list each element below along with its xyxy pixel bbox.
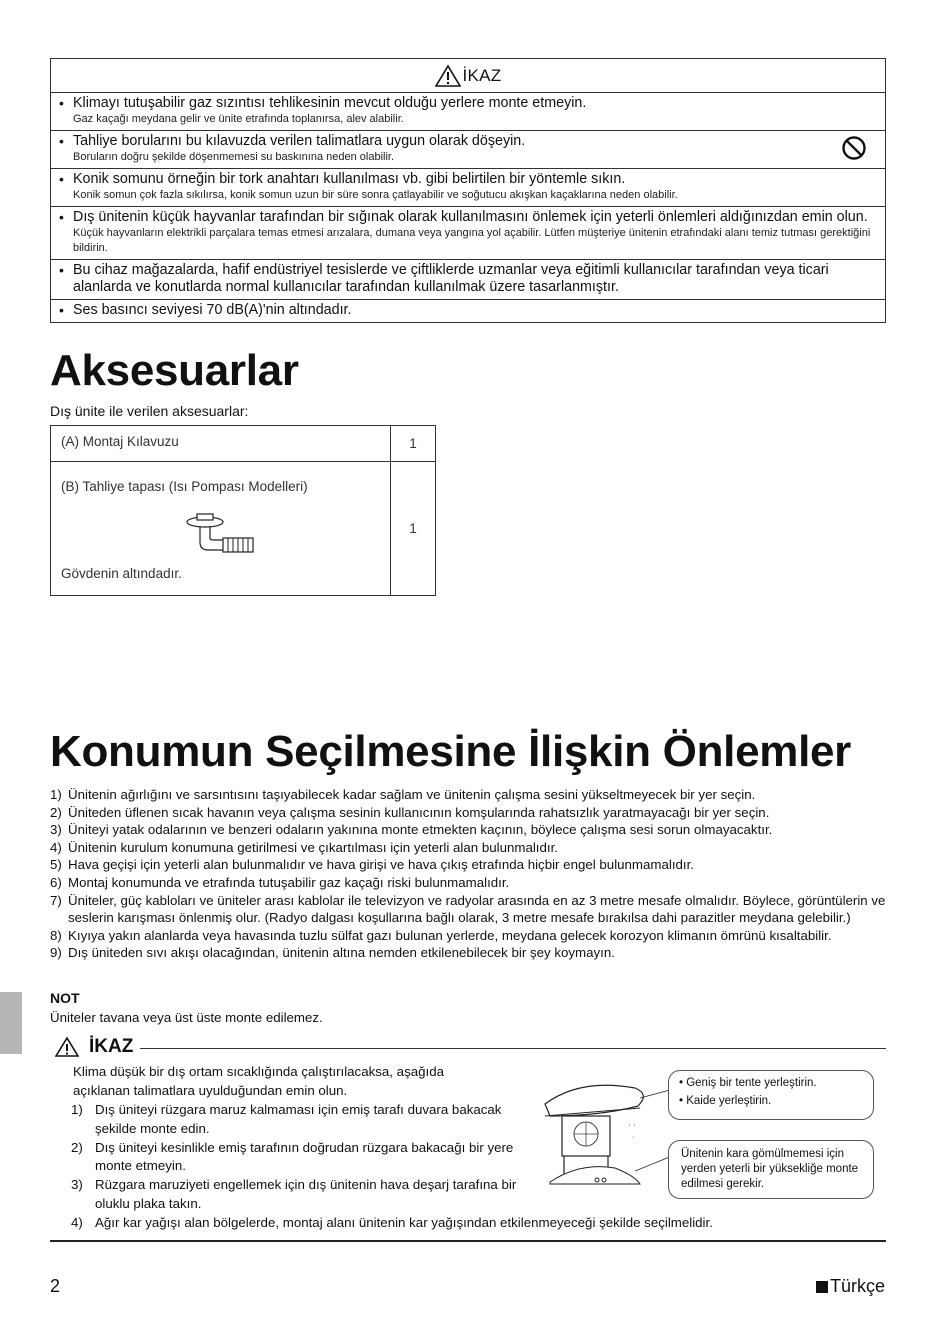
warning2-intro: Klima düşük bir dış ortam sıcaklığında çalıştırılacaksa, aşağıda açıklanan talimatlara uyulduğundan emin olun.: [73, 1064, 445, 1098]
warning-sub-text: Konik somun çok fazla sıkılırsa, konik somun uzun bir süre sonra çatlayabilir ve soğutucu akışkan kaçaklarına neden olabilir.: [73, 189, 678, 201]
list-item: 3) Üniteyi yatak odalarının ve benzeri odaların yakınına monte etmekten kaçının, böylece çalışma sesi sorun olmayacaktır.: [50, 822, 773, 838]
warning-row: • Ses basıncı seviyesi 70 dB(A)'nin altındadır.: [51, 300, 885, 322]
warning-row: • Tahliye borularını bu kılavuzda verilen talimatlara uygun olarak döşeyin. Boruların doğru şekilde döşenmemesi su baskınına neden olabilir.: [51, 131, 885, 169]
divider: [140, 1048, 886, 1049]
accessory-name: (B) Tahliye tapası (Isı Pompası Modelleri): [61, 479, 308, 494]
list-item: 4) Ünitenin kurulum konumuna getirilmesi ve çıkartılması için yeterli alan bulunmalıdır.: [50, 839, 558, 855]
warning-main-text: Tahliye borularını bu kılavuzda verilen talimatlara uygun olarak döşeyin.: [73, 133, 526, 149]
accessories-intro: Dış ünite ile verilen aksesuarlar:: [50, 403, 249, 419]
list-item: 2) Dış üniteyi kesinlikle emiş tarafının doğrudan rüzgara bakacağı bir yere monte etmeyin.: [71, 1139, 514, 1174]
snow-installation-illustration: [540, 1076, 680, 1196]
warning-triangle-icon: [435, 64, 461, 88]
accessory-cell: [51, 462, 391, 596]
warning-row: • Dış ünitenin küçük hayvanlar tarafından bir sığınak olarak kullanılmasını önlemek için yeterli önlemleri aldığınızdan emin olun. Küçük hayvanların elektrikli parçalara temas etmesi arızalara, dumana veya yangına yol açabilir. Lütfen müşteriye ünitenin etrafındaki alanı temiz tutması gerektiğini bildirin.: [51, 207, 885, 260]
warning-box: [50, 58, 886, 323]
list-item: 1) Ünitenin ağırlığını ve sarsıntısını taşıyabilecek kadar sağlam ve ünitenin çalışma sesini yükseltmeyecek bir yer seçin.: [50, 787, 756, 802]
accessory-name: (A) Montaj Kılavuzu: [51, 426, 391, 462]
warning-main-text: Klimayı tutuşabilir gaz sızıntısı tehlikesinin mevcut olduğu yerlere monte etmeyin.: [73, 95, 587, 111]
note-text: Üniteler tavana veya üst üste monte edilemez.: [50, 1010, 323, 1025]
accessories-title: Aksesuarlar: [50, 346, 299, 395]
list-item: 6) Montaj konumunda ve etrafında tutuşabilir gaz kaçağı riski bulunmamalıdır.: [50, 874, 510, 890]
svg-text:· ·: · ·: [628, 1121, 636, 1130]
drain-plug-icon: [183, 512, 263, 556]
side-tab: [0, 992, 22, 1054]
accessory-qty: 1: [391, 462, 436, 596]
list-item: 7) Üniteler, güç kabloları ve üniteler arası kablolar ile televizyon ve radyolar arasında en az 3 metre mesafe olmalıdır. Böylece, görüntülerin ve seslerin karışması önlenmiş olur. (Radyo dalgası koşullarına bağlı olarak, 3 metre mesafe bırakılsa dahi parazitler meydana gelebilir.): [50, 892, 886, 926]
warning-header: [51, 59, 885, 93]
note-heading: NOT: [50, 990, 80, 1006]
list-item: 4) Ağır kar yağışı alan bölgelerde, montaj alanı ünitenin kar yağışından etkilenmeyeceği şekilde seçilmelidir.: [71, 1215, 713, 1230]
warning-row: • Klimayı tutuşabilir gaz sızıntısı tehlikesinin mevcut olduğu yerlere monte etmeyin. Gaz kaçağı meydana gelir ve ünite etrafında toplanırsa, alev alabilir.: [51, 93, 885, 131]
list-item: 5) Hava geçişi için yeterli alan bulunmalıdır ve hava girişi ve hava çıkış etrafında hiçbir engel bulunmamalıdır.: [50, 857, 695, 873]
svg-text:·: ·: [632, 1133, 635, 1142]
warning-triangle-icon: [55, 1036, 79, 1058]
warning-title: İKAZ: [462, 65, 502, 85]
accessory-note: Gövdenin altındadır.: [61, 566, 182, 581]
list-item: 8) Kıyıya yakın alanlarda veya havasında tuzlu sülfat gazı bulunan yerlerde, meydana gelecek korozyon klimanın ömrünü kısaltabilir.: [50, 927, 832, 943]
language-label: Türkçe: [816, 1276, 885, 1297]
warning-main-text: Ses basıncı seviyesi 70 dB(A)'nin altındadır.: [73, 302, 352, 318]
warning2-title: İKAZ: [89, 1036, 134, 1057]
footer-rule: [50, 1240, 886, 1242]
accessories-table: [50, 425, 436, 596]
table-row: [51, 426, 436, 462]
list-item: 3) Rüzgara maruziyeti engellemek için dış ünitenin hava deşarj tarafına bir oluklu plaka takın.: [71, 1177, 517, 1211]
warning2-header: [55, 1036, 133, 1058]
location-title: Konumun Seçilmesine İlişkin Önlemler: [50, 727, 851, 776]
callout-bubble: • Geniş bir tente yerleştirin. • Kaide yerleştirin.: [668, 1070, 874, 1120]
warning-main-text: Konik somunu örneğin bir tork anahtarı kullanılması vb. gibi belirtilen bir yöntemle sıkın.: [73, 171, 626, 187]
warning-row: • Bu cihaz mağazalarda, hafif endüstriyel tesislerde ve çiftliklerde uzmanlar veya eğitimli kullanıcılar tarafından veya ticari alanlarda ve konutlarda normal kullanıcılar tarafından kullanılmak üzere tasarlanmıştır.: [51, 260, 885, 300]
warning2-list: [71, 1101, 521, 1214]
warning-sub-text: Küçük hayvanların elektrikli parçalara temas etmesi arızalara, dumana veya yangına yol açabilir. Lütfen müşteriye ünitenin etrafındaki alanı temiz tutması gerektiğini bildirin.: [73, 227, 871, 254]
table-row: [51, 462, 436, 596]
warning2-list-item-4: [71, 1214, 891, 1233]
list-item: 9) Dış üniteden sıvı akışı olacağından, ünitenin altına nemden etkilenebilecek bir şey koymayın.: [50, 945, 615, 961]
square-bullet-icon: [816, 1281, 828, 1293]
warning-main-text: Bu cihaz mağazalarda, hafif endüstriyel tesislerde ve çiftliklerde uzmanlar veya eğitimli kullanıcılar tarafından veya ticari alanlarda ve konutlarda normal kullanıcılar tarafından kullanılmak üzere tasarlanmıştır.: [73, 262, 829, 295]
list-item: 2) Üniteden üflenen sıcak havanın veya çalışma sesinin kullanıcının komşularında rahatsızlık yaratmayacağı bir yer seçin.: [50, 804, 770, 820]
page-number: 2: [50, 1276, 61, 1296]
accessory-qty: 1: [391, 426, 436, 462]
warning-sub-text: Boruların doğru şekilde döşenmemesi su baskınına neden olabilir.: [73, 151, 395, 163]
location-list: [50, 786, 890, 962]
callout-bubble: Ünitenin kara gömülmemesi için yerden yeterli bir yüksekliğe monte edilmesi gerekir.: [668, 1140, 874, 1199]
warning-sub-text: Gaz kaçağı meydana gelir ve ünite etrafında toplanırsa, alev alabilir.: [73, 113, 404, 125]
list-item: 1) Dış üniteyi rüzgara maruz kalmaması için emiş tarafı duvara bakacak şekilde monte edin.: [71, 1102, 502, 1136]
warning-main-text: Dış ünitenin küçük hayvanlar tarafından bir sığınak olarak kullanılmasını önlemek için yeterli önlemleri aldığınızdan emin olun.: [73, 209, 868, 225]
warning-row: • Konik somunu örneğin bir tork anahtarı kullanılması vb. gibi belirtilen bir yöntemle sıkın. Konik somun çok fazla sıkılırsa, konik somun uzun bir süre sonra çatlayabilir ve soğutucu akışkan kaçaklarına neden olabilir.: [51, 169, 885, 207]
